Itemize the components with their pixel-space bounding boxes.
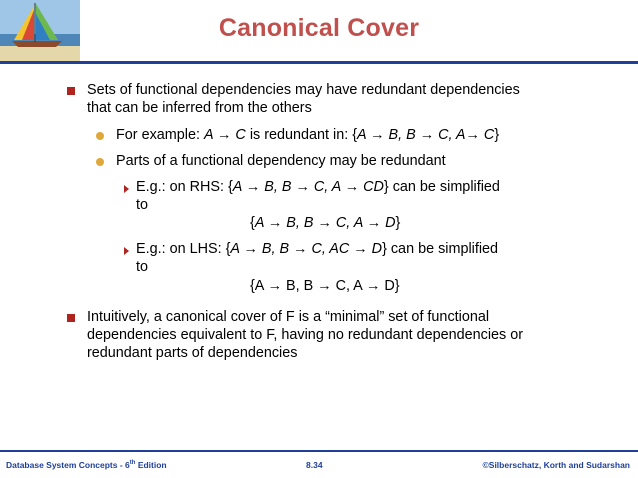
- example-prefix: For example:: [116, 127, 204, 143]
- rhs-result-expression: A → B, B → C, A → D: [254, 215, 396, 231]
- example-end: }: [494, 127, 500, 143]
- example-expression: A → C: [203, 127, 246, 143]
- slide-title-container: [0, 14, 638, 43]
- lhs-tail: } can be simplified: [382, 241, 499, 257]
- dot-bullet-icon: [96, 158, 104, 166]
- footer-book-title: Database System Concepts - 6: [6, 460, 130, 470]
- lhs-label: E.g.: on LHS: {: [136, 241, 231, 257]
- rhs-result-close: }: [395, 215, 401, 231]
- rhs-label: E.g.: on RHS: {: [136, 179, 233, 195]
- triangle-bullet-icon: [124, 247, 129, 255]
- footer-divider: [0, 450, 638, 452]
- lhs-result: {A → B, B → C, A → D}: [250, 278, 400, 294]
- slide-title: Canonical Cover: [218, 14, 420, 42]
- lhs-expression: A → B, B → C, AC → D: [230, 241, 383, 257]
- example-mid: is redundant in: {: [245, 127, 358, 143]
- sub-bullet-example: [116, 126, 596, 144]
- bullet-1-line-1: Sets of functional dependencies may have redundant dependencies: [87, 82, 520, 98]
- dot-bullet-icon: [96, 132, 104, 140]
- footer-edition: Edition: [135, 460, 167, 470]
- bullet-1-line-2: that can be inferred from the others: [87, 100, 312, 116]
- rhs-expression: A → B, B → C, A → CD: [232, 179, 384, 195]
- bullet-2-line-3: redundant parts of dependencies: [87, 345, 298, 361]
- bullet-2-line-1: Intuitively, a canonical cover of F is a “minimal” set of functional: [87, 309, 490, 325]
- square-bullet-icon: [67, 87, 75, 95]
- bullet-2-line-2: dependencies equivalent to F, having no redundant dependencies or: [87, 327, 524, 343]
- rhs-tail: } can be simplified: [383, 179, 500, 195]
- lhs-wrap: to: [136, 259, 149, 275]
- example-set: A → B, B → C, A→ C: [357, 127, 495, 143]
- title-divider: [0, 61, 638, 64]
- triangle-bullet-icon: [124, 185, 129, 193]
- footer-copyright: ©Silberschatz, Korth and Sudarshan: [482, 460, 630, 470]
- footer-page-number: 8.34: [306, 460, 323, 470]
- footer-edition-sup: th: [129, 460, 136, 467]
- rhs-wrap: to: [136, 197, 149, 213]
- rhs-example-line: [136, 178, 606, 196]
- footer-left: [6, 460, 167, 470]
- lhs-example-line: [136, 240, 606, 258]
- rhs-result-open: {: [250, 215, 255, 231]
- sub-bullet-parts: Parts of a functional dependency may be redundant: [116, 153, 446, 169]
- rhs-result: [250, 214, 580, 232]
- square-bullet-icon: [67, 314, 75, 322]
